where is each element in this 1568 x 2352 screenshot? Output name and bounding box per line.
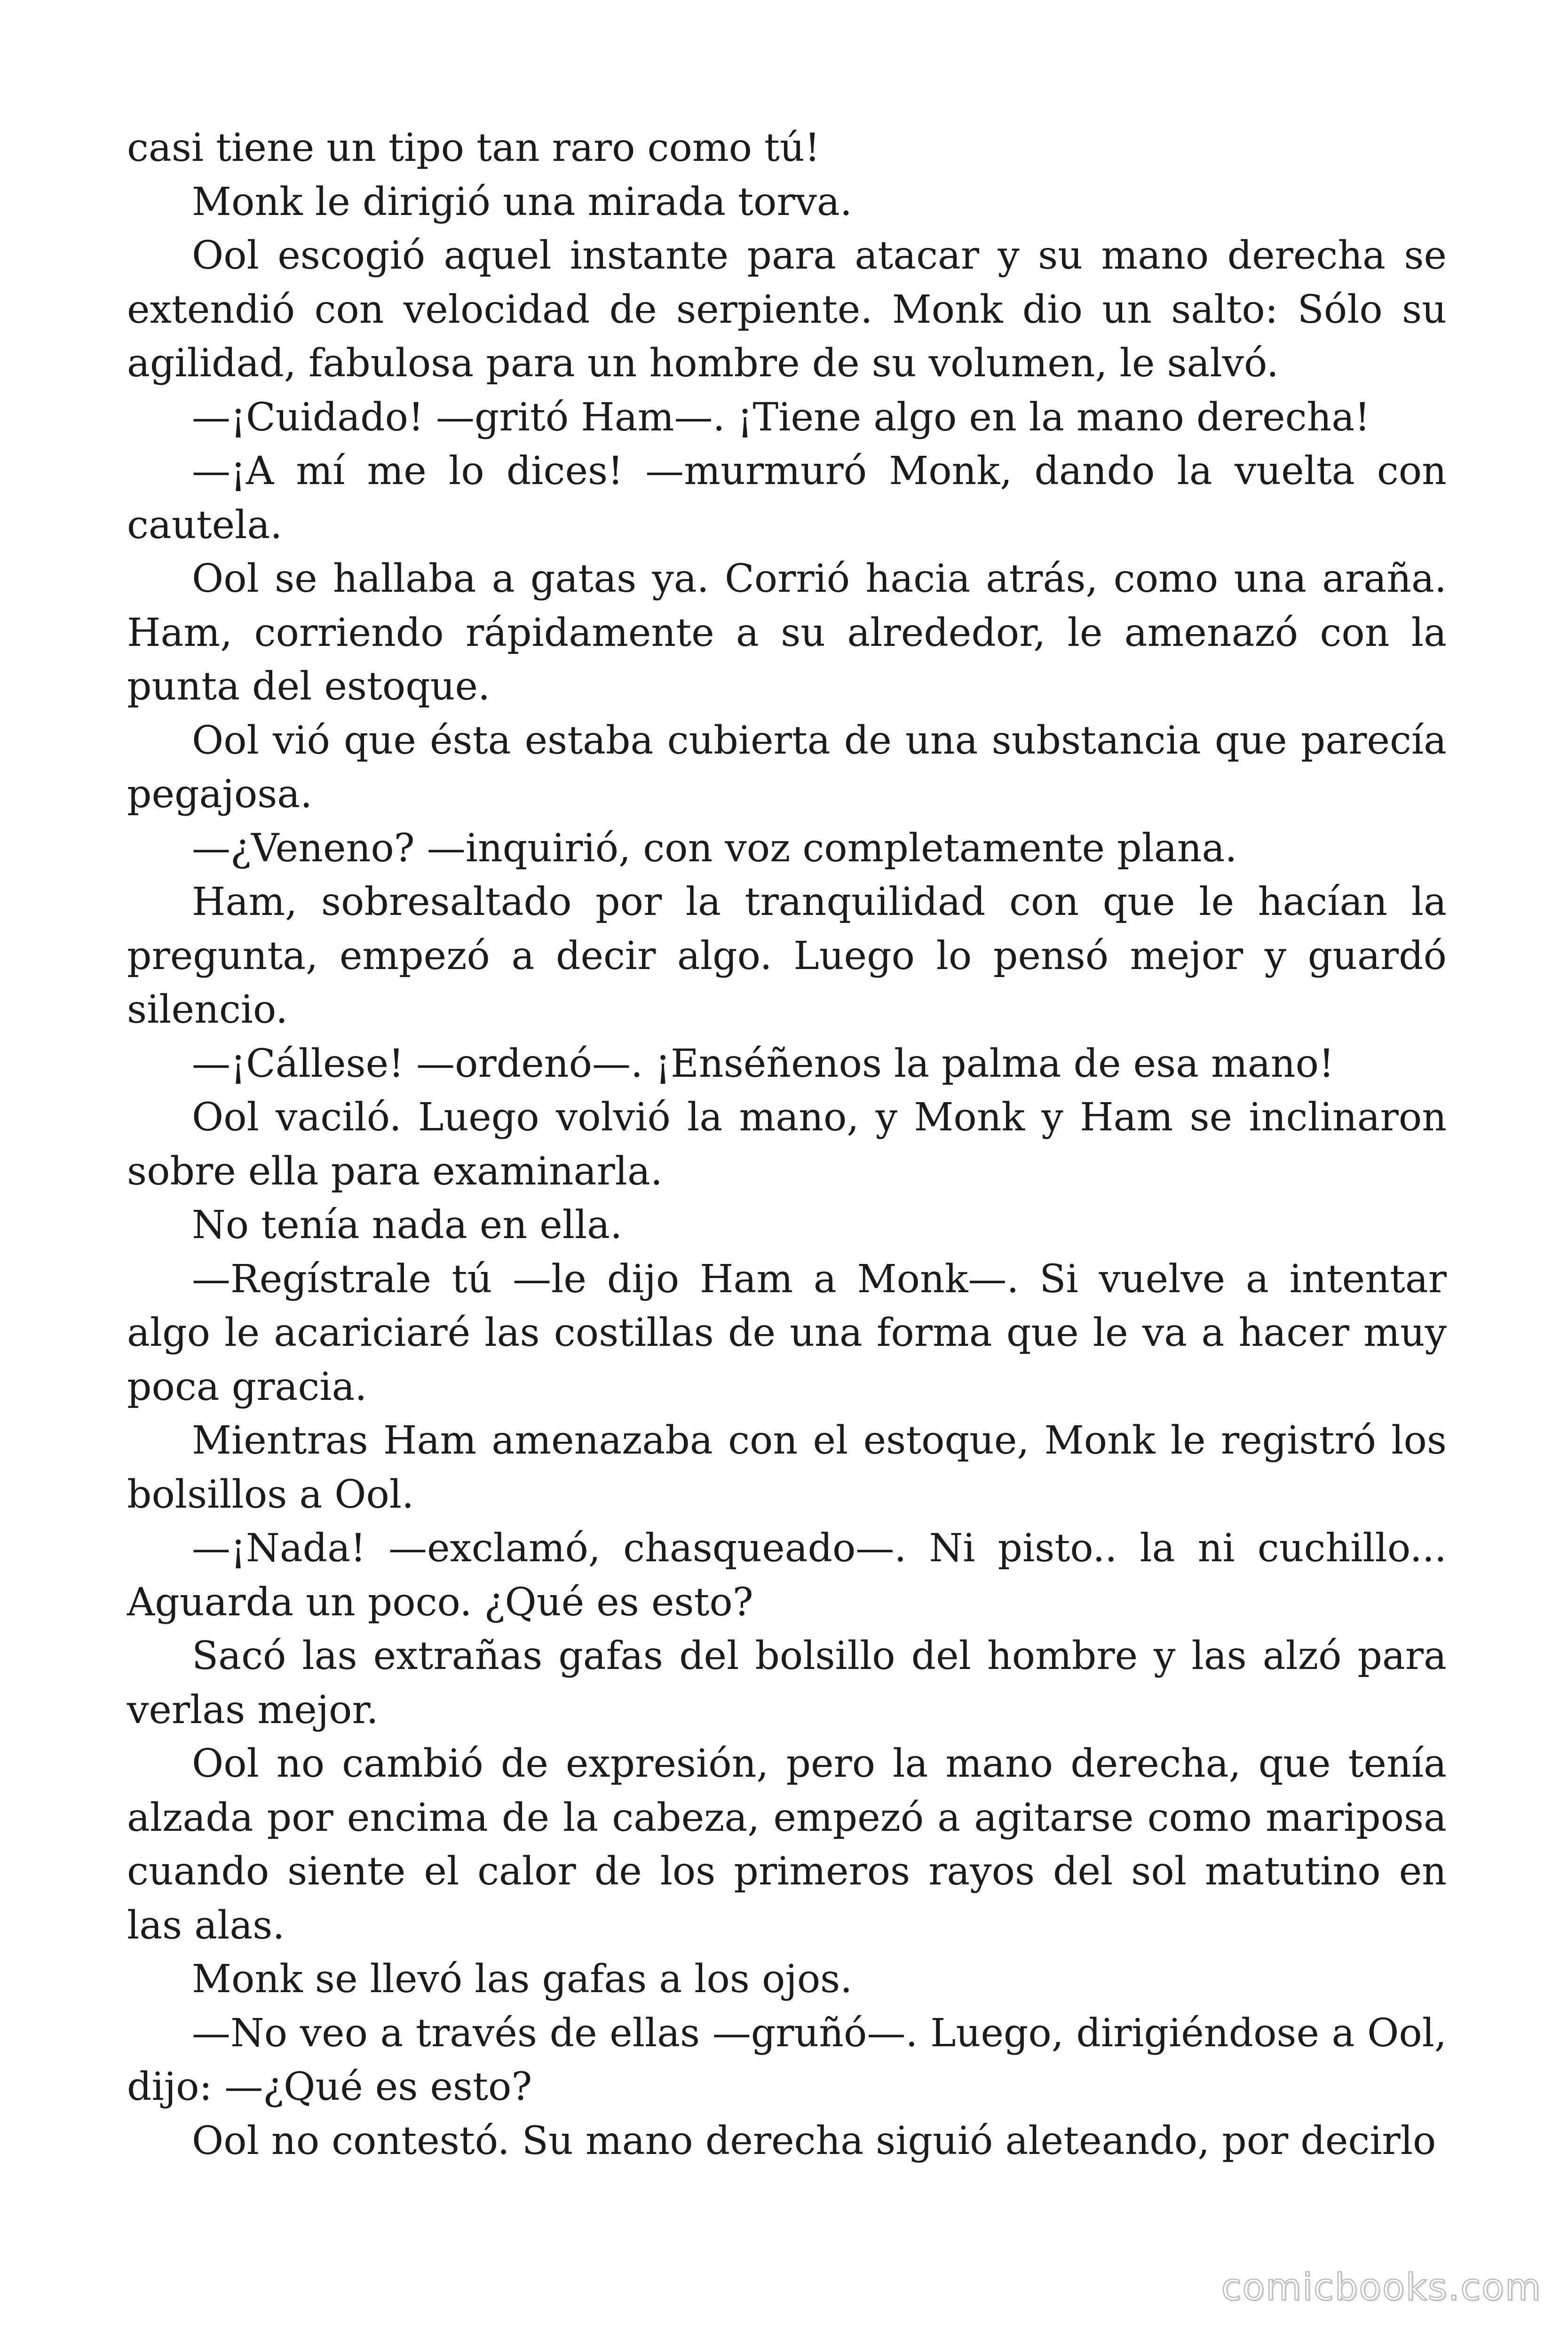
watermark: comicbooks.com (1221, 2266, 1542, 2309)
paragraph: Ham, sobresaltado por la tranquilidad con que le hacían la pregunta, empezó a decir algo. Luego lo pensó mejor y guardó silencio. (127, 880, 1447, 1032)
paragraph: —¡Cuidado! —gritó Ham—. ¡Tiene algo en la mano derecha! (192, 395, 1370, 440)
paragraph: —¡Cállese! —ordenó—. ¡Enséñenos la palma de esa mano! (192, 1041, 1334, 1086)
paragraph: Ool no contestó. Su mano derecha siguió aleteando, por decirlo (192, 2118, 1436, 2163)
paragraph: Ool escogió aquel instante para atacar y su mano derecha se extendió con velocidad de serpiente. Monk dio un salto: Sólo su agilidad, fabulosa para un hombre de su volumen, le salvó. (127, 233, 1447, 386)
paragraph: casi tiene un tipo tan raro como tú! (127, 126, 820, 170)
body-text (127, 121, 1447, 2168)
paragraph: Sacó las extrañas gafas del bolsillo del hombre y las alzó para verlas mejor. (127, 1634, 1447, 1732)
paragraph: —¡Nada! —exclamó, chasqueado—. Ni pisto.. la ni cuchillo... Aguarda un poco. ¿Qué es esto? (127, 1526, 1447, 1625)
paragraph: —¡A mí me lo dices! —murmuró Monk, dando la vuelta con cautela. (127, 449, 1447, 548)
paragraph: Ool vió que ésta estaba cubierta de una substancia que parecía pegajosa. (127, 718, 1447, 817)
paragraph: Ool no cambió de expresión, pero la mano derecha, que tenía alzada por encima de la cabeza, empezó a agitarse como mariposa cuando siente el calor de los primeros rayos del sol matutino en las alas. (127, 1741, 1447, 1948)
paragraph: Monk le dirigió una mirada torva. (192, 179, 852, 224)
paragraph: Mientras Ham amenazaba con el estoque, Monk le registró los bolsillos a Ool. (127, 1418, 1447, 1517)
paragraph: Ool vaciló. Luego volvió la mano, y Monk y Ham se inclinaron sobre ella para examinarla. (127, 1095, 1447, 1194)
paragraph: —Regístrale tú —le dijo Ham a Monk—. Si vuelve a intentar algo le acariciaré las costillas de una forma que le va a hacer muy poca gracia. (127, 1256, 1447, 1409)
paragraph: —¿Veneno? —inquirió, con voz completamente plana. (192, 826, 1237, 871)
paragraph: No tenía nada en ella. (192, 1203, 623, 1248)
paragraph: Ool se hallaba a gatas ya. Corrió hacia atrás, como una araña. Ham, corriendo rápidamente a su alrededor, le amenazó con la punta del estoque. (127, 556, 1447, 709)
paragraph: Monk se llevó las gafas a los ojos. (192, 1957, 853, 2002)
paragraph: —No veo a través de ellas —gruñó—. Luego, dirigiéndose a Ool, dijo: —¿Qué es esto? (127, 2010, 1447, 2109)
